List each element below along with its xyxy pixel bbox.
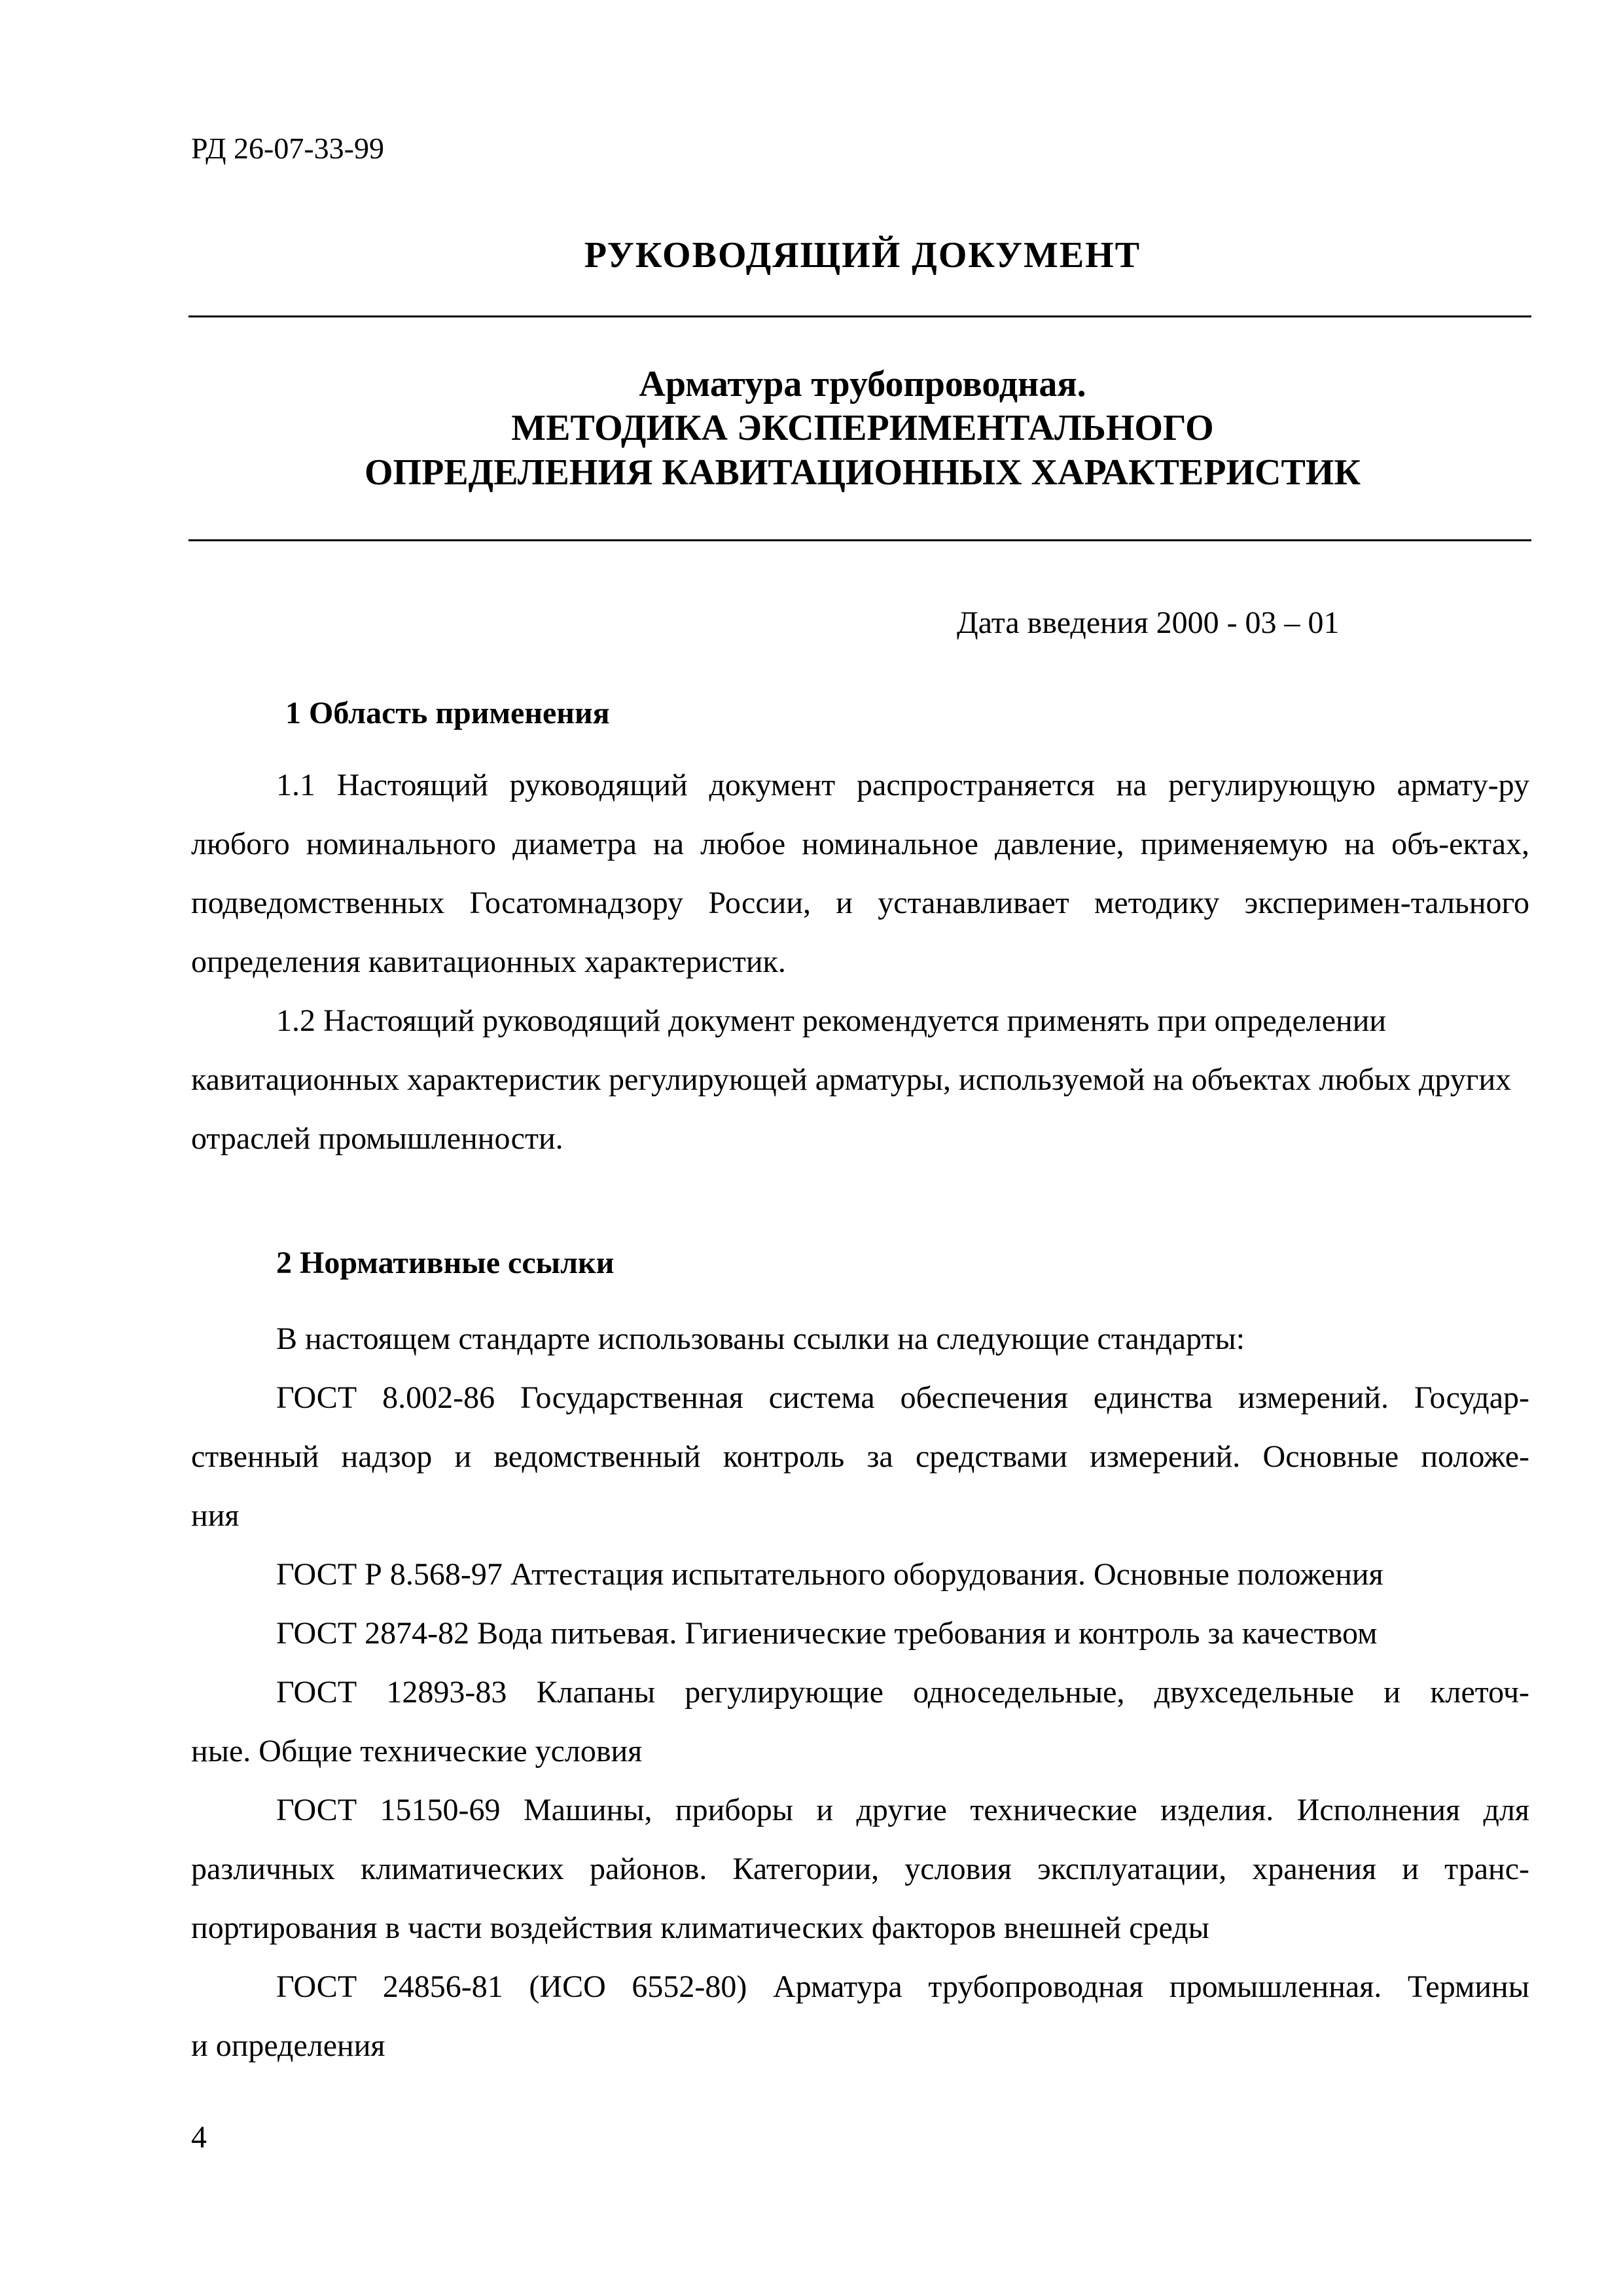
page-number: 4 (191, 2120, 207, 2155)
reference-gost-15150-line-2: различных климатических районов. Категории, условия эксплуатации, хранения и транс- (191, 1852, 1529, 1886)
reference-gost-8002-line-3: ния (191, 1498, 240, 1533)
reference-gost-24856-line-1: ГОСТ 24856-81 (ИСО 6552-80) Арматура трубопроводная промышленная. Термины (276, 1969, 1529, 2004)
section-1-body (191, 756, 1529, 1168)
references-intro: В настоящем стандарте использованы ссылки на следующие стандарты: (276, 1321, 1245, 1356)
document-id: РД 26-07-33-99 (191, 132, 384, 165)
paragraph-1-2: 1.2 Настоящий руководящий документ рекомендуется применять при определении кавитационных характеристик регулирующей арматуры, используемой на объектах любых других отраслей промышленности. (191, 1003, 1512, 1156)
reference-gost-8002-line-2: ственный надзор и ведомственный контроль за средствами измерений. Основные положе- (191, 1439, 1529, 1474)
reference-gost-8002-line-1: ГОСТ 8.002-86 Государственная система обеспечения единства измерений. Государ- (276, 1380, 1529, 1415)
title-line-3: ОПРЕДЕЛЕНИЯ КАВИТАЦИОННЫХ ХАРАКТЕРИСТИК (364, 452, 1361, 493)
reference-gost-r-8568: ГОСТ Р 8.568-97 Аттестация испытательного оборудования. Основные положения (276, 1557, 1383, 1592)
bottom-divider (188, 539, 1531, 541)
reference-gost-2874: ГОСТ 2874-82 Вода питьевая. Гигиенические требования и контроль за качеством (276, 1616, 1378, 1651)
section-2-heading: 2 Нормативные ссылки (276, 1246, 615, 1280)
reference-gost-24856-line-2: и определения (191, 2028, 385, 2063)
title-line-1: Арматура трубопроводная. (639, 364, 1086, 404)
reference-gost-15150-line-1: ГОСТ 15150-69 Машины, приборы и другие технические изделия. Исполнения для (276, 1793, 1529, 1827)
intro-date: Дата введения 2000 - 03 – 01 (957, 605, 1340, 640)
reference-gost-12893-line-1: ГОСТ 12893-83 Клапаны регулирующие односедельные, двухседельные и клеточ- (276, 1675, 1529, 1710)
section-1-heading: 1 Область применения (285, 696, 610, 730)
reference-gost-15150-line-3: портирования в части воздействия климатических факторов внешней среды (191, 1910, 1209, 1945)
reference-gost-12893-line-2: ные. Общие технические условия (191, 1734, 643, 1768)
title-line-2: МЕТОДИКА ЭКСПЕРИМЕНТАЛЬНОГО (511, 408, 1214, 448)
top-divider (188, 315, 1531, 317)
paragraph-1-1: 1.1 Настоящий руководящий документ распространяется на регулирующую армату-ру любого номинального диаметра на любое номинальное давление, применяемую на объ-ектах, подведомственных Госатомнадзору России, и устанавливает методику эксперимен-тального определения кавитационных характеристик. (191, 768, 1529, 979)
document-type-heading: РУКОВОДЯЩИЙ ДОКУМЕНТ (584, 235, 1141, 276)
